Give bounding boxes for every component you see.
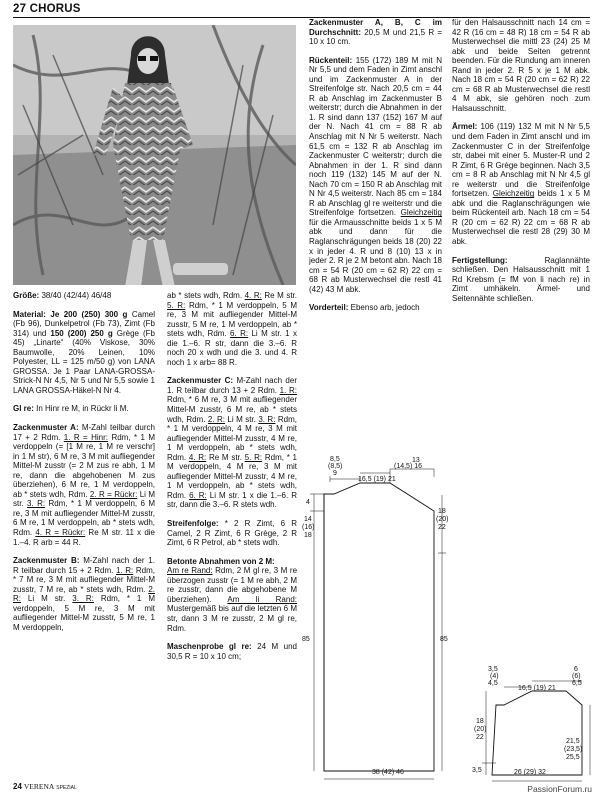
sleeve-dim-width: 26 (29) 32: [514, 769, 546, 776]
sleeve-dim-a2: (4): [490, 673, 499, 680]
size-text: 38/40 (42/44) 46/48: [39, 291, 112, 300]
pattern-b-row-2: 2. R:: [13, 584, 155, 604]
size-paragraph: [13, 291, 155, 301]
dim-width: 38 (42) 46: [372, 769, 404, 776]
size-label: Größe:: [13, 291, 40, 300]
dim-left-14: 14: [304, 516, 312, 523]
back-text-2: für die Armausschnitte beids 1 x 5 M abk und dann für die Raglanschrägungen beids 18 (20) 22 x in jeder 4. R und 8 (10) 13 x in jeder 2. R je 2 M betont abn. Nach 18 cm = 54 R (20 cm = 62 R) 22 cm = 68 R ab Musterwechsel die restl 41 (42) 43 M abk.: [309, 217, 442, 294]
pattern-b-continued: [167, 291, 297, 367]
dim-armhole-4: 4: [306, 499, 310, 506]
column-4: [452, 18, 590, 312]
sleeve-dim-r2: (23,5): [564, 746, 583, 753]
model-photo: [13, 25, 296, 285]
gauge-label: Maschenprobe gl re:: [167, 642, 252, 652]
stripe-sequence-text: * 2 R Zimt, 6 R Camel, 2 R Zimt, 6 R Grège, 2 R Zimt, 6 R Petrol, ab * stets wdh.: [167, 519, 297, 548]
stripe-sequence-paragraph: [167, 519, 297, 548]
pattern-c-paragraph: [167, 376, 297, 510]
dim-raglan-2: (14,5) 16: [394, 463, 423, 470]
front-text: Ebenso arb, jedoch: [348, 303, 420, 313]
pattern-b-label: Zackenmuster B:: [13, 556, 80, 566]
sleeve-paragraph: [452, 122, 590, 246]
pattern-b-row-6: 6. R:: [230, 329, 249, 339]
pattern-b-text-2: Rdm, * 7 M re, 3 M mit aufliegender Mittel-M zusstr, 7 M re, ab * stets wdh, Rdm.: [13, 565, 155, 594]
pattern-c-text-4: Rdm, * 1 M verdoppeln, 4 M re, 3 M mit aufliegender Mittel-M zusstr, 4 M re, 1 M verdoppeln, ab * stets wdh, Rdm.: [167, 414, 297, 462]
pattern-b-row-5: 5. R:: [167, 300, 186, 310]
dim-right-20: (20): [436, 516, 449, 523]
stripe-sequence-label: Streifenfolge:: [167, 519, 219, 529]
pattern-a-label: Zackenmuster A:: [13, 423, 79, 433]
pattern-b-paragraph: [13, 556, 155, 632]
pattern-a-text: M-Zahl teilbar durch 17 + 2 Rdm.: [13, 423, 155, 442]
pattern-c-row-4: 4. R:: [188, 452, 207, 462]
front-label: Vorderteil:: [309, 303, 349, 313]
sleeve-dim-22: 22: [476, 734, 484, 741]
pattern-c-text-5: Re M str.: [206, 452, 245, 462]
pattern-b-row-4: 4. R:: [244, 291, 262, 300]
decrease-label: Betonte Abnahmen von 2 M:: [167, 556, 275, 566]
pattern-a-text-5: Re M str. 11 x die 1.–4. R arb = 44 R.: [13, 528, 156, 547]
sleeve-dim-r3: 25,5: [566, 754, 580, 761]
dim-neck-3: 9: [333, 470, 337, 477]
page-footer: [13, 782, 77, 791]
pattern-b-row-1: 1. R:: [115, 565, 134, 575]
dim-length-left: 85: [302, 636, 310, 643]
pattern-b-text-3: Li M str.: [21, 594, 73, 604]
pattern-c-row-5: 5. R:: [244, 452, 263, 462]
pattern-b-text-4: Rdm, * 1 M verdoppeln, 5 M re, 3 M mit aufliegender Mittel-M zusstr, 5 M re, 1 M verdoppeln,: [13, 594, 155, 632]
sleeve-text-2: beids 1 x 5 M abk und die Raglanschrägungen wie beim Rückenteil arb. Nach 18 cm = 54 R (20 cm = 62 R) 22 cm = 68 R ab Musterwechsel die restl 28 (29) 30 M abk.: [452, 189, 590, 247]
sleeve-dim-a1: 3,5: [488, 666, 498, 673]
pattern-b-cont-text-2: Re M str.: [261, 291, 297, 300]
watermark: PassionForum.ru: [527, 784, 592, 794]
pattern-a-paragraph: [13, 423, 155, 547]
pattern-c-row-1: 1. R:: [279, 385, 297, 395]
pattern-b-cont-text: ab * stets wdh, Rdm.: [167, 291, 245, 300]
pattern-a-row-4: 4. R = Rückr:: [35, 528, 86, 538]
dim-right-22: 22: [438, 524, 446, 531]
schematic-diagram: [300, 455, 596, 785]
pattern-c-row-2: 2. R:: [207, 414, 225, 424]
page-number: 24: [13, 782, 22, 791]
back-text: 155 (172) 189 M mit N Nr 5,5 und dem Faden in Zimt anschl und im Zackenmuster A in der Streifenfolge str. Nach 20,5 cm = 44 R ab Anschlag im Zackenmuster B weiterstr; durch die Abnahmen in der 1. R sind dann 137 (152) 167 M auf der N. Nach 41 cm = 88 R ab Anschlag mit N Nr 5 weiterstr. Nach 61,5 cm = 132 R ab Anschlag im Zackenmuster C weiterstr; durch die Abnahmen in der 1. R sind dann noch 119 (132) 145 M auf der N. Nach 70 cm = 150 R ab Anschlag mit N Nr 4,5 weiterstr. Nach 85 cm = 184 R ab Anschlag gl re weiterstr und die Streifenfolge fortsetzen.: [309, 55, 442, 218]
pattern-a-text-3: Li M str.: [13, 489, 155, 509]
pattern-abc-label: Zackenmuster A, B, C im Durchschnitt:: [309, 18, 442, 37]
material-text-2: Grège (Fb 45) „Linarte“ (40% Viskose, 30% Baumwolle, 20% Leinen, 10% Polyester, LL = 125 m/50 g) von LANA GROSSA. Je 1 Paar LANA-GROSSA-Strick-N Nr 4,5, Nr 5 und Nr 5,5 sowie 1 LANA GROSSA-Häkel-N Nr 4.: [13, 328, 155, 395]
pattern-b-cont-text-4: Li M str. 1 x die 1.–6. R str, dann die 3.–6. R noch 20 x wdh und die 3. und 4. R noch 1 x arb= 88 R.: [167, 329, 298, 367]
sleeve-dim-20: (20): [474, 726, 487, 733]
finishing-label: Fertigstellung:: [452, 255, 508, 265]
column-2: [167, 291, 297, 670]
dim-right-18: 18: [438, 508, 446, 515]
right-edge-text: Rdm, 2 M gl re, 3 M re überzogen zusstr (= 1 M re abh, 2 M re zusstr, dann die abgehobene M überziehen).: [167, 566, 298, 604]
pattern-c-label: Zackenmuster C:: [167, 376, 234, 386]
pattern-c-text: M-Zahl nach der 1. R teilbar durch 13 + 2 Rdm.: [167, 376, 297, 395]
sleeve-label: Ärmel:: [452, 122, 478, 132]
body-outline: [324, 483, 434, 771]
column-1: [13, 291, 155, 642]
sleeve-dim-b1: 6: [574, 666, 578, 673]
finishing-paragraph: [452, 256, 590, 304]
pattern-a-row-3: 3. R:: [27, 499, 46, 509]
sleeve-dim-b3: 6,5: [572, 680, 582, 687]
material-paragraph: [13, 310, 155, 396]
right-edge-label: Am re Rand:: [167, 566, 213, 576]
pattern-a-text-2: Rdm, * 1 M verdoppeln (= [1 M re, 1 M re verschr] in 1 M str), 6 M re, 3 M mit aufliegender Mittel-M zusstr (= 2 M zus re abh, 1 M re, dann die abgehobenen M zus überziehen), 6 M re, 1 M verdoppeln, ab * stets wdh, Rdm.: [13, 432, 156, 499]
dim-raglan-1: 13: [412, 457, 420, 464]
photo-illustration: [13, 25, 296, 285]
pattern-b-row-3: 3. R:: [72, 594, 94, 604]
pattern-b-text: M-Zahl nach der 1. R teilbar durch 15 + 2 Rdm.: [13, 556, 155, 575]
pattern-c-text-2: Rdm, * 6 M re, 3 M mit aufliegender Mittel-M zusstr, 6 M re, ab * stets wdh, Rdm.: [167, 395, 297, 424]
left-edge-label: Am li Rand:: [227, 594, 297, 604]
decrease-paragraph: [167, 557, 297, 633]
sleeve-simultaneously: Gleichzeitig: [492, 189, 535, 199]
pattern-c-row-6: 6. R:: [189, 490, 207, 500]
pattern-b-cont-text-3: Rdm, * 1 M verdoppeln, 5 M re, 3 M mit aufliegender Mittel-M zusstr, 5 M re, 1 M verdoppeln, ab * stets wdh, Rdm.: [167, 300, 297, 339]
column-3: [309, 18, 442, 322]
left-edge-text: Mustergemäß bis auf die letzten 6 M str, dann 3 M re zusstr, 2 M gl re, Rdm.: [167, 604, 297, 633]
sleeve-dim-a3: 4,5: [488, 680, 498, 687]
dim-length-right: 85: [440, 636, 448, 643]
sleeve-dim-top: 16,5 (19) 21: [518, 685, 556, 692]
material-amount: 150 (200) 250 g: [50, 328, 113, 338]
gl-paragraph: [13, 404, 155, 414]
pattern-abc-text: 20,5 M und 21,5 R = 10 x 10 cm.: [309, 27, 442, 47]
pattern-a-text-4: Rdm, * 1 M verdoppeln, 6 M re, 3 M mit aufliegender Mittel-M zusstr, 6 M re, 1 M verdoppeln, ab * stets wdh, Rdm.: [13, 499, 155, 538]
sleeve-dim-18: 18: [476, 718, 484, 725]
gl-label: Gl re:: [13, 404, 34, 414]
page-title: 27 CHORUS: [13, 3, 81, 15]
sleeve-text: 106 (119) 132 M mit N Nr 5,5 und dem Faden in Zimt anschl und im Zackenmuster C in der Streifenfolge str, dabei mit einer 5. Muster-R und 2 R Zimt, 6 R Grège beginnen. Nach 3,5 cm = 8 R ab Anschlag mit N Nr 4,5 gl re weiterstr und die Streifenfolge fortsetzen.: [452, 122, 590, 199]
pattern-c-text-6: Rdm, * 1 M verdoppeln, 4 M re, 3 M mit aufliegender Mittel-M zusstr, 4 M re, 1 M verdoppeln, ab * stets wdh, Rdm.: [167, 452, 297, 500]
sleeve-dim-r1: 21,5: [566, 738, 580, 745]
back-label: Rückenteil:: [309, 55, 353, 65]
dim-neck-1: 8,5: [330, 456, 340, 463]
gauge-paragraph: [167, 642, 297, 661]
sleeve-outline: [492, 691, 582, 775]
gl-text: In Hinr re M, in Rückr li M.: [33, 404, 129, 414]
dim-left-18: 18: [304, 532, 312, 539]
pattern-c-text-7: Li M str. 1 x die 1.–6. R str, dann die 3.–6. R stets wdh.: [167, 490, 297, 510]
pattern-c-text-3: Li M str.: [225, 414, 259, 424]
pattern-a-row-1: 1. R = Hinr:: [63, 432, 109, 442]
sleeve-dim-b2: (6): [572, 673, 581, 680]
pattern-c-row-3: 3. R:: [258, 414, 276, 424]
gauge-text: 24 M und 30,5 R = 10 x 10 cm;: [167, 642, 297, 661]
back-simultaneously: Gleichzeitig: [400, 208, 442, 218]
material-label: Material: Je 200 (250) 300 g: [13, 309, 128, 319]
dim-left-16: (16): [302, 524, 315, 531]
pattern-a-row-2: 2. R = Rückr:: [89, 489, 138, 499]
sleeve-dim-cuff: 3,5: [472, 767, 482, 774]
front-continued: für den Halsausschnitt nach 14 cm = 42 R (16 cm = 48 R) 18 cm = 54 R ab Musterwechsel die mittl 23 (24) 25 M abk und beide Seiten getrennt beenden. Für die Rundung am inneren Rand in jeder 2. R 5 x je 1 M abk. Nach 18 cm = 54 R (20 cm = 62 R) 22 cm = 68 R ab Musterwechsel die restl 4 M abk, sie gehören noch zum Halsausschnitt.: [452, 18, 590, 113]
front-paragraph: [309, 303, 442, 313]
dim-shoulder: 16,5 (19) 21: [358, 476, 396, 483]
back-paragraph: [309, 56, 442, 295]
sleeve-schematic: [482, 681, 590, 781]
page-header: [13, 3, 590, 18]
dim-neck-2: (8,5): [328, 463, 343, 470]
material-text: Camel (Fb 96), Dunkelpetrol (Fb 73), Zimt (Fb 314) und: [13, 309, 155, 338]
brand-name: VERENA: [23, 782, 55, 791]
sleeve-labels: [472, 666, 582, 776]
body-schematic: [310, 469, 449, 779]
finishing-text: Raglannähte schließen. Den Halsausschnitt mit 1 Rd Krebsm (= fM von li nach re) in Zimt umhäkeln. Ärmel- und Seitennähte schließen.: [452, 255, 590, 303]
issue-name: SPEZIAL: [56, 785, 77, 791]
pattern-abc-paragraph: [309, 18, 442, 47]
